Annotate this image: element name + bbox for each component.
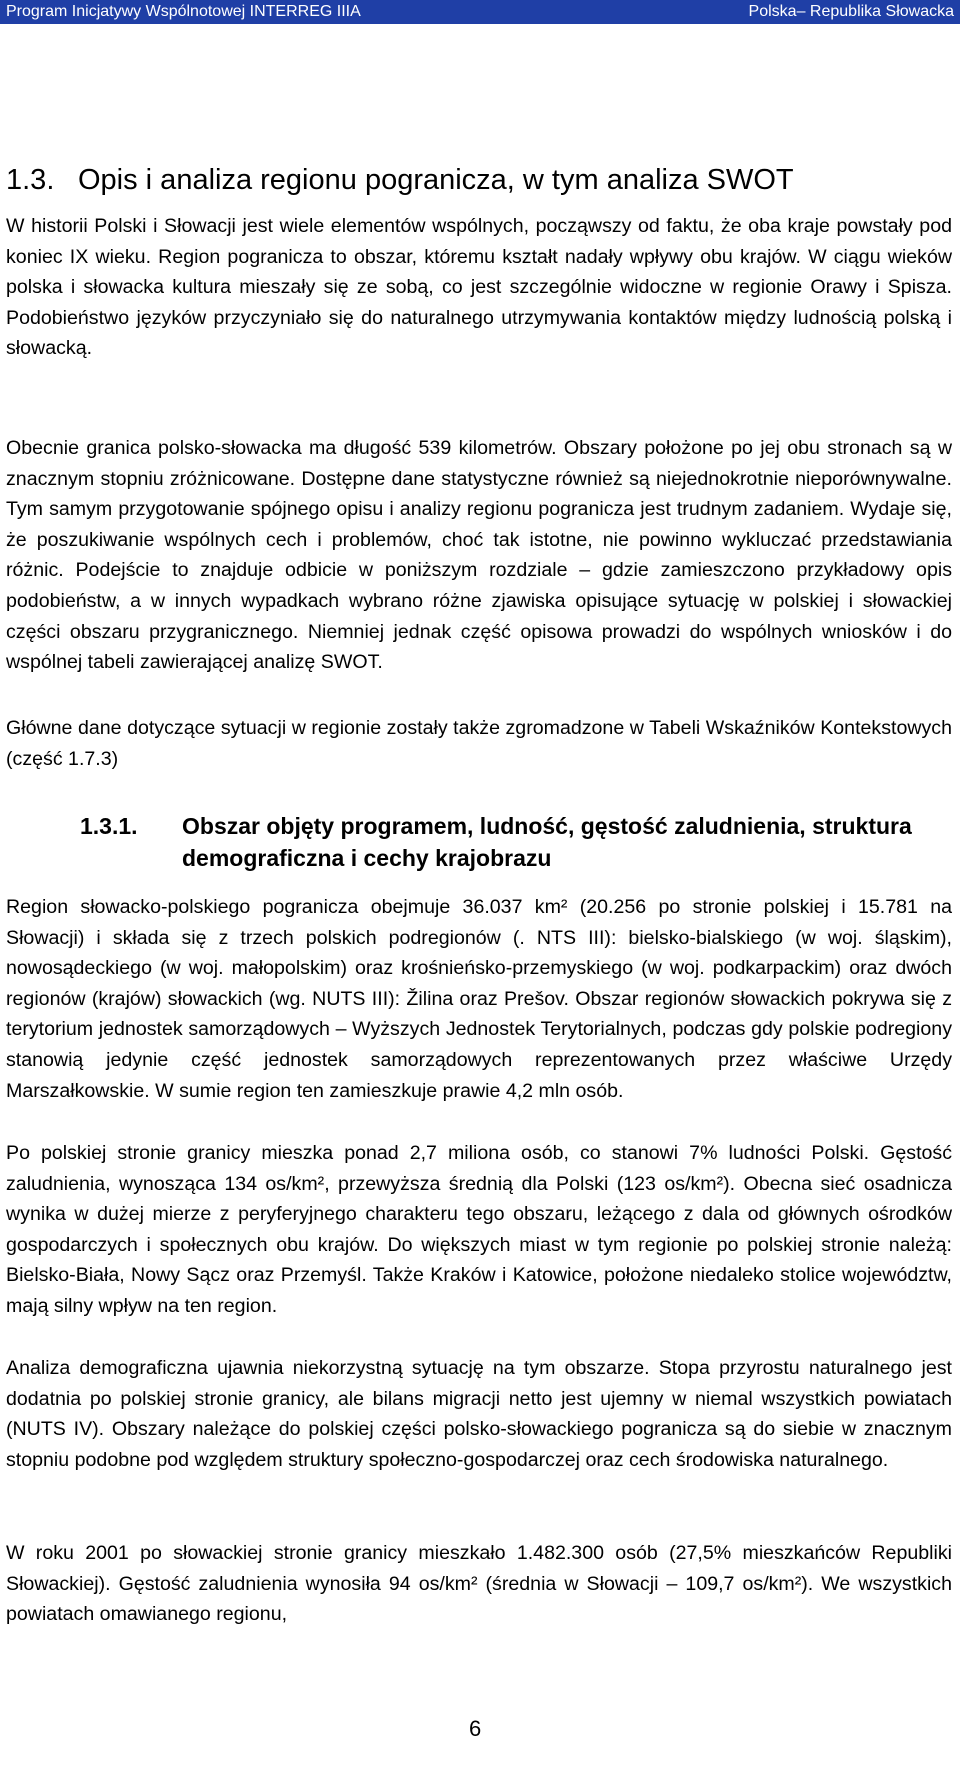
paragraph-region-area: Region słowacko-polskiego pogranicza obejmuje 36.037 km² (20.256 po stronie polskiej i 15.781 na Słowacji) i składa się z trzech polskich podregionów (. NTS III): bielsko-bialskiego (w woj. śląskim), nowosądeckiego (w woj. małopolskim) oraz krośnieńsko-przemyskiego (w woj. podkarpackim) oraz dwóch regionów (krajów) słowackich (wg. NUTS III): Žilina oraz Prešov. Obszar regionów słowackich pokrywa się z terytorium jednostek samorządowych – Wyższych Jednostek Terytorialnych, podczas gdy polskie podregiony stanowią jedynie część jednostek samorządowych reprezentowanych przez właściwe Urzędy Marszałkowskie. W sumie region ten zamieszkuje prawie 4,2 mln osób.: [6, 896, 952, 1102]
section-number: 1.3.: [6, 164, 55, 196]
paragraph-polish-side: Po polskiej stronie granicy mieszka ponad 2,7 miliona osób, co stanowi 7% ludności Polski. Gęstość zaludnienia, wynosząca 134 os/km², przewyższa średnią dla Polski (123 os/km²). Obecna sieć osadnicza wynika w dużej mierze z peryferyjnego charakteru tego obszaru, leżącego z dala od głównych ośrodków gospodarczych i społecznych obu krajów. Do większych miast w tym regionie po polskiej stronie należą: Bielsko-Biała, Nowy Sącz oraz Przemyśl. Także Kraków i Katowice, położone niedaleko stolice województw, mają silny wpływ na ten region.: [6, 1142, 952, 1317]
header-program-title: Program Inicjatywy Wspólnotowej INTERREG IIIA: [6, 3, 361, 20]
paragraph-indicators: Główne dane dotyczące sytuacji w regionie zostały także zgromadzone w Tabeli Wskaźników Kontekstowych (część 1.7.3): [6, 717, 952, 770]
section-title: Opis i analiza regionu pogranicza, w tym analiza SWOT: [78, 164, 794, 196]
page-number-text: 6: [469, 1716, 482, 1741]
section-heading: [6, 162, 906, 198]
subsection-title: Obszar objęty programem, ludność, gęstość zaludnienia, struktura demograficzna i cechy krajobrazu: [182, 813, 912, 871]
header-countries: Polska– Republika Słowacka: [748, 3, 954, 20]
paragraph-slovak-side: W roku 2001 po słowackiej stronie granicy mieszkało 1.482.300 osób (27,5% mieszkańców Republiki Słowackiej). Gęstość zaludnienia wynosiła 94 os/km² (średnia w Słowacji – 109,7 os/km²). We wszystkich powiatach omawianego regionu,: [6, 1542, 952, 1626]
paragraph-demography: Analiza demograficzna ujawnia niekorzystną sytuację na tym obszarze. Stopa przyrostu naturalnego jest dodatnia po polskiej stronie granicy, ale bilans migracji netto jest ujemny w niemal wszystkich powiatach (NUTS IV). Obszary należące do polskiej części polsko-słowackiego pogranicza są do siebie w znacznym stopniu podobne pod względem struktury społeczno-gospodarczej oraz cech środowiska naturalnego.: [6, 1357, 952, 1471]
subsection-number: 1.3.1.: [80, 813, 138, 839]
paragraph-history: W historii Polski i Słowacji jest wiele elementów wspólnych, począwszy od faktu, że oba kraje powstały pod koniec IX wieku. Region pogranicza to obszar, któremu kształt nadały wpływy obu krajów. W ciągu wieków polska i słowacka kultura mieszały się ze sobą, co jest szczególnie widoczne w regionie Orawy i Spisza. Podobieństwo języków przyczyniało się do naturalnego utrzymywania kontaktów między ludnością polską i słowacką.: [6, 215, 952, 360]
page-header: [0, 0, 960, 24]
paragraph-border: Obecnie granica polsko-słowacka ma długość 539 kilometrów. Obszary położone po jej obu stronach są w znacznym stopniu zróżnicowane. Dostępne dane statystyczne również są niejednokrotnie nieporównywalne. Tym samym przygotowanie spójnego opisu i analizy regionu pogranicza jest trudnym zadaniem. Wydaje się, że poszukiwanie wspólnych cech i problemów, choć tak istotne, nie powinno wykluczać przedstawiania różnic. Podejście to znajduje odbicie w poniższym rozdziale – gdzie zamieszczono przykładowy opis podobieństw, a w innych wypadkach wybrano różne zjawiska opisujące sytuację w polskiej i słowackiej części obszaru przygranicznego. Niemniej jednak część opisowa prowadzi do wspólnych wniosków i do wspólnej tabeli zawierającej analizę SWOT.: [6, 437, 952, 674]
